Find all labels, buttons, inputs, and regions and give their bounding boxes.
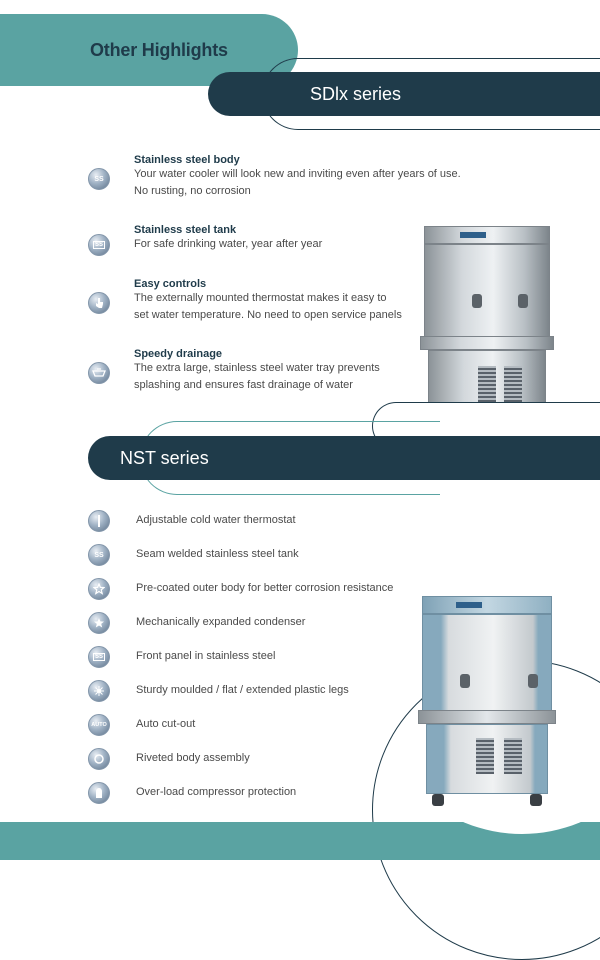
thermostat-icon [88, 510, 110, 532]
nst-item-label: Seam welded stainless steel tank [136, 548, 299, 560]
feature-title: Speedy drainage [134, 348, 223, 360]
nst-cooler-image [418, 596, 558, 806]
star-badge-icon [88, 612, 110, 634]
feature-title: Easy controls [134, 278, 207, 290]
legs-icon [88, 680, 110, 702]
drain-tray-icon [88, 362, 110, 384]
auto-cutout-icon [88, 714, 110, 736]
icon-label: SS [94, 175, 104, 183]
nst-item-label: Over-load compressor protection [136, 786, 297, 798]
ss-badge-icon [88, 544, 110, 566]
feature-text: Your water cooler will look new and inviting even after years of use. [134, 168, 461, 180]
nst-item-label: Front panel in stainless steel [136, 650, 276, 662]
icon-label: SS [94, 551, 104, 559]
feature-text: The extra large, stainless steel water tray prevents [134, 362, 380, 374]
icon-label: SS [94, 654, 103, 660]
rivet-icon [88, 748, 110, 770]
feature-text: For safe drinking water, year after year [134, 238, 323, 250]
feature-title: Stainless steel tank [134, 224, 237, 236]
sdlx-series-title: SDlx series [310, 84, 402, 104]
panel-ss-icon [88, 646, 110, 668]
sdlx-title-bar [208, 72, 600, 116]
nst-item-label: Riveted body assembly [136, 752, 250, 764]
shield-star-icon [88, 578, 110, 600]
hand-control-icon [88, 292, 110, 314]
feature-text: The externally mounted thermostat makes it easy to [134, 292, 387, 304]
page-title: Other Highlights [90, 40, 228, 60]
feature-text: No rusting, no corrosion [134, 185, 251, 197]
feature-text: set water temperature. No need to open service panels [134, 309, 402, 321]
nst-item-label: Auto cut-out [136, 718, 196, 730]
nst-series-title: NST series [120, 448, 209, 468]
icon-label: SS [94, 242, 103, 248]
feature-title: Stainless steel body [134, 154, 240, 166]
icon-label: AUTO [91, 722, 107, 728]
nst-item-label: Sturdy moulded / flat / extended plastic legs [136, 684, 349, 696]
nst-item-label: Pre-coated outer body for better corrosion resistance [136, 582, 394, 594]
feature-text: splashing and ensures fast drainage of water [134, 379, 353, 391]
compressor-icon [88, 782, 110, 804]
ss-badge-icon [88, 168, 110, 190]
nst-item-label: Adjustable cold water thermostat [136, 514, 296, 526]
nst-item-label: Mechanically expanded condenser [136, 616, 306, 628]
tank-ss-icon [88, 234, 110, 256]
